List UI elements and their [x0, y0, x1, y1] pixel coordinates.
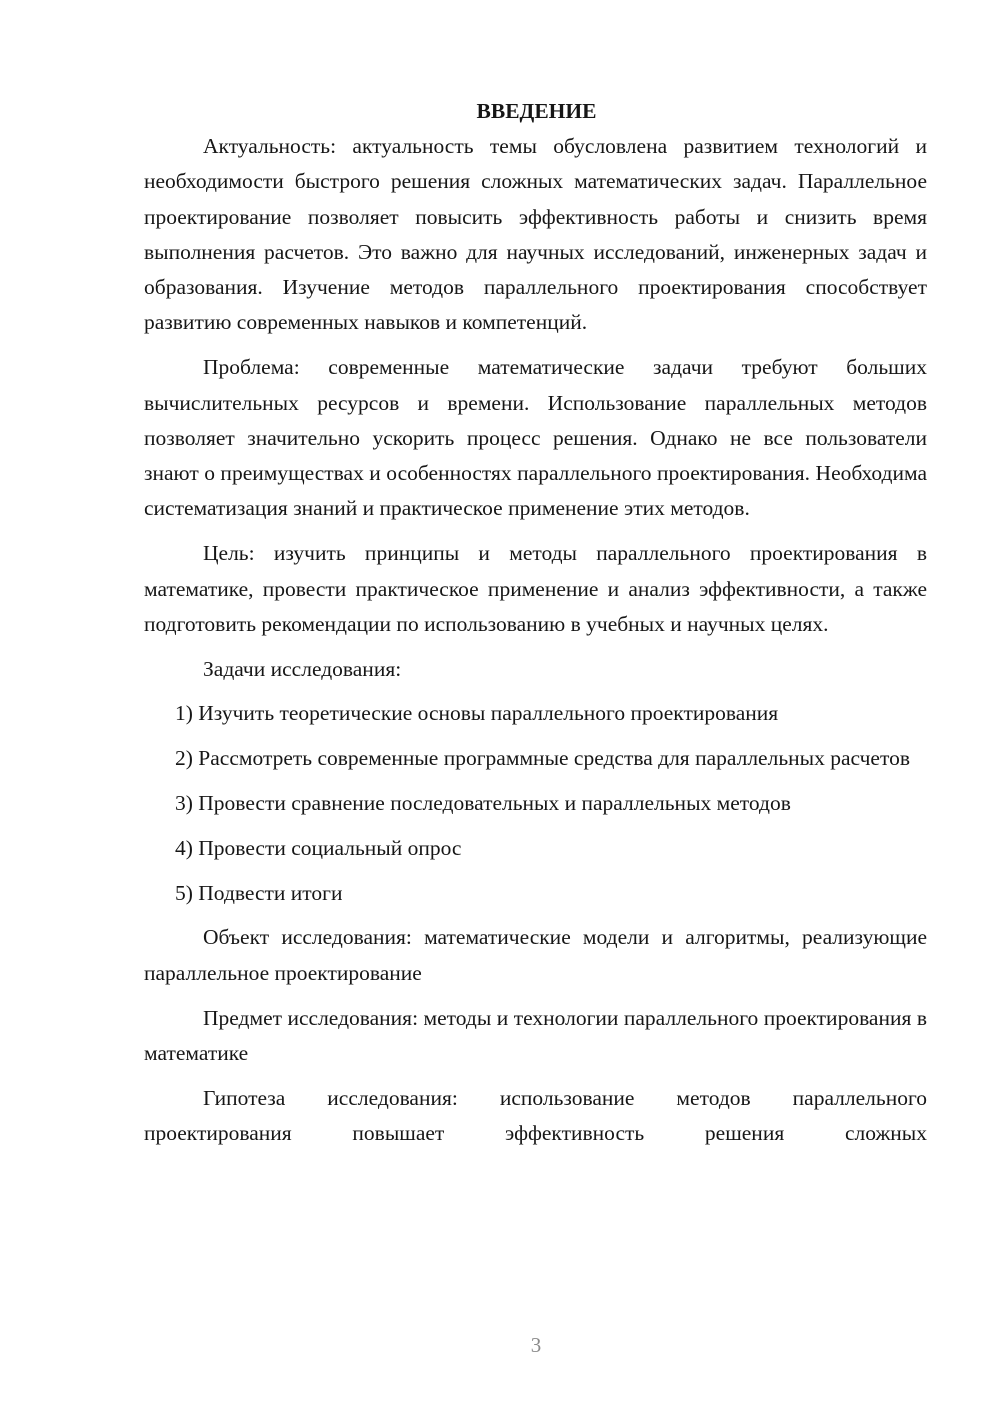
list-item: 3) Провести сравнение последовательных и параллельных методов: [175, 791, 791, 816]
list-item: 2) Рассмотреть современные программные средства для параллельных расчетов: [175, 746, 910, 771]
paragraph-relevance: Актуальность: актуальность темы обусловлена развитием технологий и необходимости быстрого решения сложных математических задач. Параллельное проектирование позволяет повысить эффективность работы и снизить время выполнения расчетов. Это важно для научных исследований, инженерных задач и образования. Изучение методов параллельного проектирования способствует развитию современных навыков и компетенций.: [144, 134, 927, 335]
paragraph-hypothesis: Гипотеза исследования: использование методов параллельного проектирования повышает эффективность решения сложных: [144, 1085, 927, 1145]
paragraph-object: Объект исследования: математические модели и алгоритмы, реализующие параллельное проектирование: [144, 925, 927, 985]
tasks-list: [144, 696, 927, 910]
section-heading: ВВЕДЕНИЕ: [476, 99, 597, 123]
page-number: 3: [530, 1333, 542, 1357]
page-content: [144, 94, 927, 1151]
list-item: 4) Провести социальный опрос: [175, 835, 462, 860]
paragraph-goal: Цель: изучить принципы и методы параллельного проектирования в математике, провести практическое применение и анализ эффективности, а также подготовить рекомендации по использованию в учебных и научных целях.: [144, 541, 927, 636]
paragraph-problem: Проблема: современные математические задачи требуют больших вычислительных ресурсов и времени. Использование параллельных методов позволяет значительно ускорить процесс решения. Однако не все пользователи знают о преимуществах и особенностях параллельного проектирования. Необходима систематизация знаний и практическое применение этих методов.: [144, 355, 927, 521]
paragraph-tasks-intro: Задачи исследования:: [203, 656, 402, 681]
paragraph-subject: Предмет исследования: методы и технологии параллельного проектирования в математике: [144, 1005, 927, 1065]
list-item: 1) Изучить теоретические основы параллельного проектирования: [175, 701, 779, 726]
list-item: 5) Подвести итоги: [175, 880, 343, 905]
